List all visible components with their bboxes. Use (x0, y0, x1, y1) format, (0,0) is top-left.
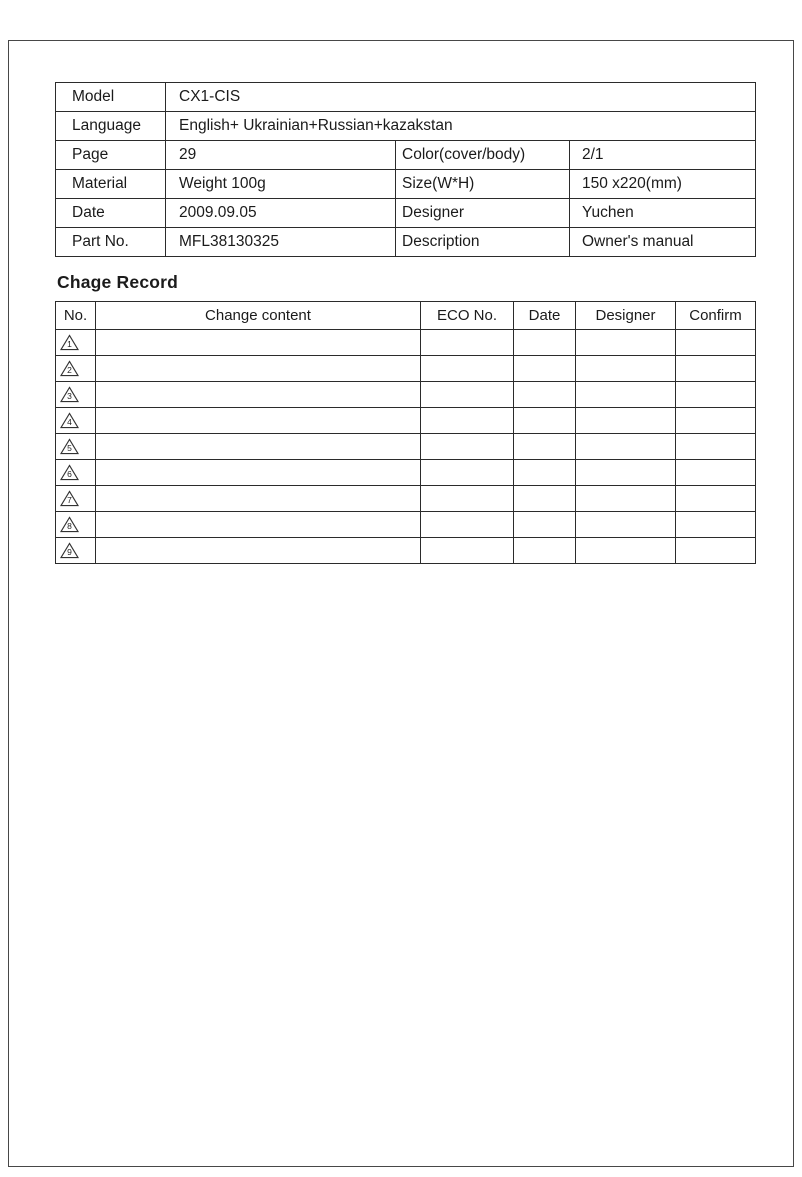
change-content-cell (96, 356, 421, 382)
change-record-row (56, 486, 756, 512)
svg-text:5: 5 (67, 442, 72, 453)
revision-number-cell (56, 382, 96, 408)
spec-value-partno: MFL38130325 (166, 228, 396, 257)
spec-row-language (56, 112, 756, 141)
confirm-cell (676, 512, 756, 538)
header-change-content: Change content (96, 302, 421, 330)
change-record-row (56, 434, 756, 460)
spec-label-material: Material (56, 170, 166, 199)
eco-no-cell (421, 512, 514, 538)
confirm-cell (676, 330, 756, 356)
revision-triangle-icon (60, 360, 79, 377)
spec-row-material (56, 170, 756, 199)
eco-no-cell (421, 460, 514, 486)
eco-no-cell (421, 434, 514, 460)
eco-no-cell (421, 408, 514, 434)
designer-cell (576, 330, 676, 356)
spec-value-designer: Yuchen (570, 199, 756, 228)
spec-value-material: Weight 100g (166, 170, 396, 199)
eco-no-cell (421, 538, 514, 564)
revision-number-cell (56, 512, 96, 538)
spec-value-model: CX1-CIS (166, 83, 756, 112)
spec-value-date: 2009.09.05 (166, 199, 396, 228)
change-record-row (56, 356, 756, 382)
change-record-title: Chage Record (57, 272, 179, 292)
eco-no-cell (421, 330, 514, 356)
revision-triangle-icon (60, 464, 79, 481)
date-cell (514, 408, 576, 434)
revision-triangle-icon (60, 490, 79, 507)
revision-number-cell (56, 330, 96, 356)
svg-text:2: 2 (67, 364, 72, 375)
change-record-row (56, 382, 756, 408)
confirm-cell (676, 460, 756, 486)
spec-label-language: Language (56, 112, 166, 141)
confirm-cell (676, 382, 756, 408)
spec-value-page: 29 (166, 141, 396, 170)
spec-label-designer: Designer (396, 199, 570, 228)
designer-cell (576, 538, 676, 564)
eco-no-cell (421, 486, 514, 512)
date-cell (514, 512, 576, 538)
date-cell (514, 460, 576, 486)
spec-label-description: Description (396, 228, 570, 257)
svg-text:3: 3 (67, 390, 72, 401)
designer-cell (576, 512, 676, 538)
svg-text:9: 9 (67, 546, 72, 557)
change-record-row (56, 408, 756, 434)
revision-number-cell (56, 408, 96, 434)
change-content-cell (96, 460, 421, 486)
spec-label-model: Model (56, 83, 166, 112)
change-content-cell (96, 538, 421, 564)
spec-label-size: Size(W*H) (396, 170, 570, 199)
change-content-cell (96, 330, 421, 356)
svg-text:4: 4 (67, 416, 72, 427)
date-cell (514, 486, 576, 512)
spec-label-date: Date (56, 199, 166, 228)
date-cell (514, 382, 576, 408)
svg-text:6: 6 (67, 468, 72, 479)
spec-value-description: Owner's manual (570, 228, 756, 257)
spec-value-size: 150 x220(mm) (570, 170, 756, 199)
revision-triangle-icon (60, 334, 79, 351)
revision-triangle-icon (60, 386, 79, 403)
svg-text:7: 7 (67, 494, 72, 505)
designer-cell (576, 356, 676, 382)
change-record-row (56, 330, 756, 356)
revision-number-cell (56, 356, 96, 382)
confirm-cell (676, 434, 756, 460)
spec-label-page: Page (56, 141, 166, 170)
spec-label-color: Color(cover/body) (396, 141, 570, 170)
change-record-header-row (56, 302, 756, 330)
spec-value-language: English+ Ukrainian+Russian+kazakstan (166, 112, 756, 141)
change-record-row (56, 538, 756, 564)
spec-table (55, 82, 756, 257)
date-cell (514, 538, 576, 564)
header-designer: Designer (576, 302, 676, 330)
confirm-cell (676, 408, 756, 434)
change-record-row (56, 512, 756, 538)
eco-no-cell (421, 382, 514, 408)
revision-number-cell (56, 538, 96, 564)
confirm-cell (676, 356, 756, 382)
change-content-cell (96, 486, 421, 512)
revision-triangle-icon (60, 542, 79, 559)
svg-text:1: 1 (67, 338, 72, 349)
change-record-table (55, 301, 756, 564)
revision-triangle-icon (60, 412, 79, 429)
header-eco-no: ECO No. (421, 302, 514, 330)
revision-number-cell (56, 486, 96, 512)
spec-label-partno: Part No. (56, 228, 166, 257)
confirm-cell (676, 486, 756, 512)
change-record-row (56, 460, 756, 486)
designer-cell (576, 460, 676, 486)
spec-value-color: 2/1 (570, 141, 756, 170)
date-cell (514, 330, 576, 356)
svg-text:8: 8 (67, 520, 72, 531)
revision-triangle-icon (60, 516, 79, 533)
change-content-cell (96, 434, 421, 460)
confirm-cell (676, 538, 756, 564)
spec-row-date (56, 199, 756, 228)
revision-triangle-icon (60, 438, 79, 455)
spec-row-partno (56, 228, 756, 257)
designer-cell (576, 382, 676, 408)
change-content-cell (96, 382, 421, 408)
change-content-cell (96, 408, 421, 434)
header-date: Date (514, 302, 576, 330)
spec-row-page (56, 141, 756, 170)
revision-number-cell (56, 460, 96, 486)
eco-no-cell (421, 356, 514, 382)
designer-cell (576, 486, 676, 512)
spec-row-model (56, 83, 756, 112)
designer-cell (576, 434, 676, 460)
change-content-cell (96, 512, 421, 538)
revision-number-cell (56, 434, 96, 460)
designer-cell (576, 408, 676, 434)
date-cell (514, 356, 576, 382)
date-cell (514, 434, 576, 460)
header-confirm: Confirm (676, 302, 756, 330)
header-no: No. (56, 302, 96, 330)
